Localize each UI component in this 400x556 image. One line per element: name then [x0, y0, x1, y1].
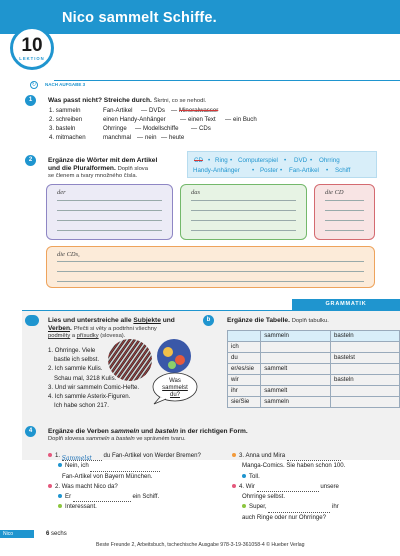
- title-part: Lies und unterstreiche alle: [48, 317, 134, 324]
- exercise-1-cell: —: [135, 125, 142, 132]
- word-item: Handy-Anhänger: [193, 167, 240, 174]
- table-row[interactable]: ich: [228, 342, 400, 353]
- lesson-word: LEKTION: [19, 56, 45, 61]
- word-box: [187, 151, 377, 178]
- exercise-1-cell: 2. schreiben: [49, 116, 83, 123]
- table-row[interactable]: er/es/sie sammelt: [228, 364, 400, 375]
- exercise-4-title: Ergänze die Verben sammeln und basteln in der richtigen Form. Doplň slovesa sammeln a basteln ve správném tvaru.: [48, 428, 248, 443]
- box-label: der: [57, 189, 66, 196]
- word-item: Poster: [260, 167, 278, 174]
- text-line: 2. Ich sammle Kulis.: [48, 365, 103, 373]
- separator: •: [284, 157, 287, 164]
- exercise-1-cell: —: [141, 107, 148, 114]
- exercise-1-cell: heute: [169, 134, 185, 141]
- divider: [54, 80, 400, 81]
- exercise-1-cell: Modellschiffe: [143, 125, 179, 132]
- exercise-1-cell: —: [161, 134, 168, 141]
- speech-bubble-text: [154, 378, 196, 399]
- exercise-1-cell: —: [171, 107, 178, 114]
- text-line: Schau mal, 3218 Kulis.: [54, 374, 117, 382]
- title-part: .: [70, 325, 72, 333]
- exercise-title-line: Ergänze die Wörter mit dem Artikel: [48, 157, 158, 164]
- title-part: podměty: [48, 333, 71, 340]
- text-line: bastle ich selbst.: [54, 356, 100, 364]
- separator: •: [208, 157, 211, 164]
- answer-box-die[interactable]: [314, 184, 375, 240]
- exercise-subtitle: Doplň slova: [117, 166, 148, 173]
- separator: •: [310, 157, 313, 164]
- bubble-line: du?: [169, 392, 180, 398]
- word-item: Ohrring: [319, 157, 340, 164]
- exercise-1-cell: nein: [145, 134, 157, 141]
- bubble-line: sammelst: [162, 385, 188, 391]
- exercise-1-cell: —: [225, 116, 232, 123]
- grammar-tab: GRAMMATIK: [292, 299, 400, 310]
- answer-box-plural[interactable]: [46, 246, 375, 288]
- box-label: die CDs,: [57, 251, 80, 258]
- lesson-number: 10: [21, 35, 43, 56]
- exercise-3b-title: [227, 317, 329, 325]
- answer-box-der[interactable]: [46, 184, 173, 240]
- answer-field[interactable]: [90, 465, 160, 472]
- exercise-number: 2: [25, 155, 36, 166]
- page-number: 6 sechs: [46, 531, 67, 537]
- exercise-subtitle: Doplň tabulku.: [291, 318, 329, 324]
- text-line: 3. Und wir sammeln Comic-Hefte.: [48, 383, 140, 391]
- footer-credit: Beste Freunde 2, Arbeitsbuch, tschechische Ausgabe 978-3-19-361058-4 © Hueber Verlag: [96, 542, 305, 548]
- answer-field[interactable]: [268, 506, 330, 513]
- exercise-subtitle: se členem a tvary množného čísla.: [48, 173, 138, 180]
- column-header: basteln: [330, 331, 399, 342]
- table-header-row: [228, 331, 400, 342]
- conjugation-table: [227, 330, 400, 408]
- word-item: Fan-Artikel: [289, 167, 319, 174]
- exercise-1-cell: ein Buch: [233, 116, 257, 123]
- exercise-subtitle: Škrtni, co se nehodí.: [153, 98, 207, 104]
- exercise-1-cell: manchmal: [103, 134, 132, 141]
- exercise-number: b: [203, 315, 214, 326]
- separator: •: [280, 167, 283, 174]
- text-line: 1. Ohrringe. Viele: [48, 347, 96, 354]
- footer-tag: Nico: [0, 530, 34, 538]
- text-line: 4. Ich sammle Asterix-Figuren.: [48, 393, 131, 401]
- exercise-number: 3a: [25, 315, 39, 326]
- exercise-1-cell: CDs: [199, 125, 211, 132]
- exercise-4-left: 1. Sammelst du Fan-Artikel von Werder Bremen? Nein, ich Fan-Artikel von Bayern München. 2. Was macht Nico da? Er ein Schiff. Interessant.: [48, 451, 201, 513]
- word-item: CD: [194, 157, 203, 164]
- table-row[interactable]: du bastelst: [228, 353, 400, 364]
- separator: •: [326, 167, 329, 174]
- title-part: Subjekte: [133, 317, 161, 324]
- nach-label: NACH AUFGABE 3: [45, 82, 86, 87]
- exercise-title-line: und die Pluralformen.: [48, 165, 116, 173]
- exercise-4-right: 3. Anna und Mira Manga-Comics. Sie haben schon 100. Toll. 4. Wir unsere Ohrringe selbst. Super, ihr auch Ringe oder nur Ohrringe?: [232, 451, 345, 523]
- exercise-2-title: [48, 157, 184, 181]
- lesson-badge: [10, 26, 54, 70]
- exercise-1-cell: einen Handy-Anhänger: [103, 116, 166, 123]
- exercise-1-cell: Ohrringe: [103, 125, 127, 132]
- bubble-line: Was: [169, 378, 181, 384]
- answer-field[interactable]: Sammelst: [62, 454, 102, 461]
- word-item: Ring: [215, 157, 228, 164]
- refresh-icon: ↻: [31, 82, 37, 88]
- exercise-1-cell: Fan-Artikel: [103, 107, 133, 114]
- exercise-1-cell: —: [191, 125, 198, 132]
- exercise-1-title: [48, 97, 207, 105]
- page-title: Nico sammelt Schiffe.: [62, 10, 217, 26]
- word-item: DVD: [294, 157, 308, 164]
- exercise-title-text: Ergänze die Tabelle.: [227, 317, 290, 324]
- answer-field[interactable]: [287, 454, 341, 461]
- title-part: a: [70, 333, 77, 340]
- exercise-1-cell: 3. basteln: [49, 125, 76, 132]
- word-item: Schiff: [335, 167, 351, 174]
- title-part: Verben: [48, 325, 70, 333]
- answer-field[interactable]: [257, 485, 319, 492]
- title-part: und: [160, 317, 175, 324]
- box-label: das: [191, 189, 201, 196]
- title-part: (slovesa).: [98, 333, 126, 340]
- exercise-number: 1: [25, 95, 36, 106]
- exercise-subtitle: Přečti si věty a podtrhni všechny: [73, 326, 157, 333]
- exercise-1-cell: DVDs: [149, 107, 165, 114]
- separator: •: [252, 167, 255, 174]
- exercise-1-cell: 4. mitmachen: [49, 134, 86, 141]
- exercise-number: 4: [25, 426, 36, 437]
- answer-field[interactable]: [73, 495, 131, 502]
- column-header: sammeln: [261, 331, 331, 342]
- exercise-1-cell: einen Text: [188, 116, 216, 123]
- exercise-title-text: Was passt nicht? Streiche durch.: [48, 97, 152, 104]
- title-part: přísudky: [76, 333, 99, 340]
- exercise-1-cell: —: [137, 134, 144, 141]
- box-label: die CD: [325, 189, 344, 196]
- exercise-1-cell: Mineralwasser: [179, 107, 219, 114]
- answer-box-das[interactable]: [180, 184, 307, 240]
- table-row[interactable]: wir basteln: [228, 375, 400, 386]
- text-line: Ich habe schon 217.: [54, 402, 109, 410]
- table-row[interactable]: sie/Sie sammeln: [228, 397, 400, 408]
- table-row[interactable]: ihr sammelt: [228, 386, 400, 397]
- separator: •: [230, 157, 233, 164]
- exercise-1-cell: —: [180, 116, 187, 123]
- pens-photo: [108, 339, 152, 381]
- exercise-1-cell: 1. sammeln: [49, 107, 81, 114]
- word-item: Computerspiel: [238, 157, 278, 164]
